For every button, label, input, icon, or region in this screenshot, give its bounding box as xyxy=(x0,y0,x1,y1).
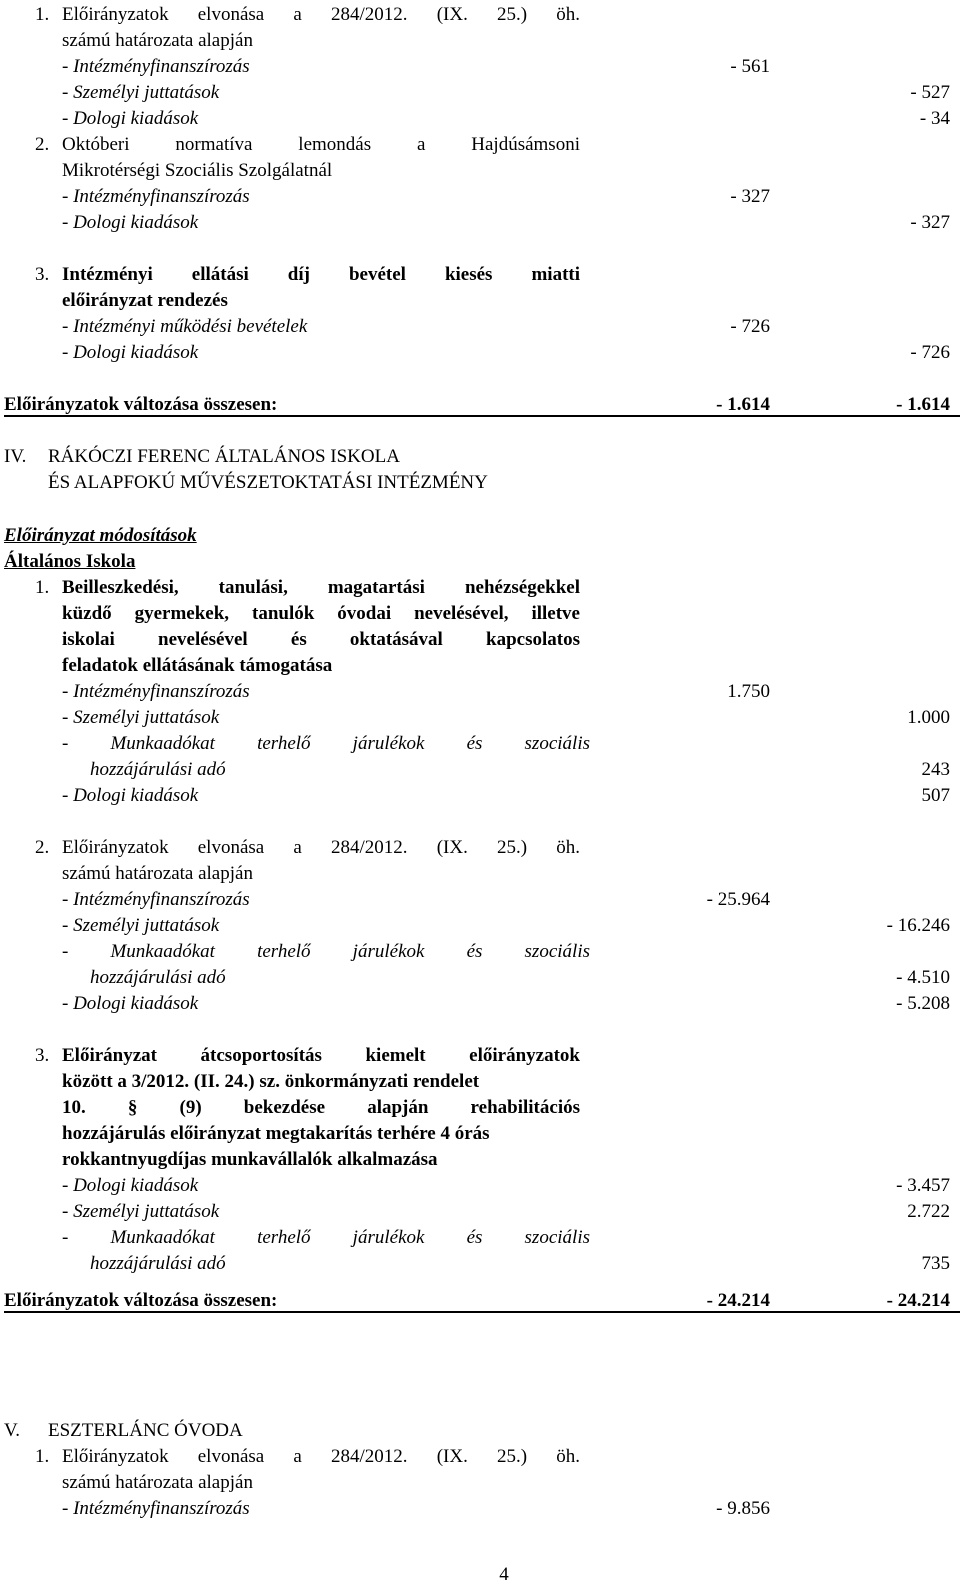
text-line xyxy=(0,783,960,809)
text-line xyxy=(0,1470,960,1496)
amount-column-1: 1.750 xyxy=(727,681,770,702)
text-line xyxy=(0,28,960,54)
amount-column-2: 507 xyxy=(921,785,950,806)
text-line xyxy=(0,1418,960,1444)
line-text: - Dologi kiadások xyxy=(62,212,199,233)
line-text: Előirányzatok elvonása a 284/2012. (IX. 25.) öh. xyxy=(62,4,580,25)
text-line xyxy=(0,262,960,288)
amount-column-1: - 25.964 xyxy=(706,889,770,910)
line-text: - Intézményfinanszírozás xyxy=(62,1498,250,1519)
text-line xyxy=(0,158,960,184)
text-line xyxy=(0,80,960,106)
line-text: Előirányzatok elvonása a 284/2012. (IX. 25.) öh. xyxy=(62,1446,580,1467)
line-text: - Intézményfinanszírozás xyxy=(62,186,250,207)
line-text: Előirányzat módosítások xyxy=(4,525,197,546)
line-text: számú határozata alapján xyxy=(62,1472,253,1493)
amount-column-2: - 4.510 xyxy=(896,967,950,988)
amount-column-2: - 527 xyxy=(910,82,950,103)
line-text: számú határozata alapján xyxy=(62,30,253,51)
text-line xyxy=(0,132,960,158)
text-line xyxy=(0,1496,960,1522)
line-text: - Intézményfinanszírozás xyxy=(62,681,250,702)
text-line xyxy=(0,575,960,601)
text-line xyxy=(0,913,960,939)
text-line xyxy=(0,470,960,496)
amount-column-2: 735 xyxy=(921,1253,950,1274)
line-text: Előirányzatok változása összesen: xyxy=(4,1290,278,1311)
line-text: 1. xyxy=(35,577,50,598)
line-text: hozzájárulási adó xyxy=(90,1253,226,1274)
line-text: - Intézményi működési bevételek xyxy=(62,316,308,337)
text-line xyxy=(0,861,960,887)
text-line xyxy=(0,106,960,132)
line-text: Mikrotérségi Szociális Szolgálatnál xyxy=(62,160,333,181)
line-text: - Munkaadókat terhelő járulékok és szociális xyxy=(62,941,590,962)
line-text: 2. xyxy=(35,837,50,858)
text-line xyxy=(0,965,960,991)
line-text: - Intézményfinanszírozás xyxy=(62,889,250,910)
line-text: feladatok ellátásának támogatása xyxy=(62,655,333,676)
line-text: Előirányzatok elvonása a 284/2012. (IX. 25.) öh. xyxy=(62,837,580,858)
line-text: IV. xyxy=(4,446,27,467)
text-line xyxy=(0,939,960,965)
text-line xyxy=(0,991,960,1017)
line-text: - Munkaadókat terhelő járulékok és szociális xyxy=(62,733,590,754)
amount-column-2: - 327 xyxy=(910,212,950,233)
text-line xyxy=(0,340,960,366)
text-line xyxy=(0,184,960,210)
amount-column-2: 1.000 xyxy=(907,707,950,728)
amount-column-1: - 9.856 xyxy=(716,1498,770,1519)
text-line xyxy=(0,757,960,783)
text-line xyxy=(0,1043,960,1069)
line-text: hozzájárulási adó xyxy=(90,759,226,780)
text-line xyxy=(0,444,960,470)
text-line xyxy=(0,1095,960,1121)
amount-column-2: 243 xyxy=(921,759,950,780)
text-line xyxy=(0,288,960,314)
text-line xyxy=(0,653,960,679)
line-text: Előirányzatok változása összesen: xyxy=(4,394,278,415)
amount-column-2: - 726 xyxy=(910,342,950,363)
text-line xyxy=(0,679,960,705)
amount-column-1: - 1.614 xyxy=(716,394,770,415)
line-text: előirányzat rendezés xyxy=(62,290,228,311)
line-text: - Dologi kiadások xyxy=(62,342,199,363)
text-line xyxy=(0,835,960,861)
line-text: - Intézményfinanszírozás xyxy=(62,56,250,77)
amount-column-1: - 561 xyxy=(730,56,770,77)
text-line xyxy=(0,1121,960,1147)
line-text: küzdő gyermekek, tanulók óvodai nevelésével, illetve xyxy=(62,603,580,624)
text-line xyxy=(0,314,960,340)
text-line xyxy=(0,1199,960,1225)
line-text: Októberi normatíva lemondás a Hajdúsámsoni xyxy=(62,134,580,155)
text-line xyxy=(0,1225,960,1251)
text-line xyxy=(0,1147,960,1173)
text-line xyxy=(0,627,960,653)
line-text: V. xyxy=(4,1420,21,1441)
text-line xyxy=(0,54,960,80)
line-text: Előirányzat átcsoportosítás kiemelt előirányzatok xyxy=(62,1045,580,1066)
total-underline xyxy=(4,415,960,417)
line-text: 2. xyxy=(35,134,50,155)
page-number: 4 xyxy=(499,1564,509,1585)
text-line xyxy=(0,2,960,28)
amount-column-1: - 327 xyxy=(730,186,770,207)
text-line xyxy=(0,549,960,575)
text-line xyxy=(0,601,960,627)
text-line xyxy=(0,705,960,731)
line-text: között a 3/2012. (II. 24.) sz. önkormányzati rendelet xyxy=(62,1071,480,1092)
line-text: - Személyi juttatások xyxy=(62,82,220,103)
line-text: 3. xyxy=(35,264,50,285)
line-text: - Dologi kiadások xyxy=(62,108,199,129)
line-text: hozzájárulás előirányzat megtakarítás terhére 4 órás xyxy=(62,1123,490,1144)
amount-column-2: - 24.214 xyxy=(886,1290,950,1311)
amount-column-2: - 16.246 xyxy=(886,915,950,936)
text-line xyxy=(0,210,960,236)
text-line xyxy=(0,523,960,549)
text-line xyxy=(0,731,960,757)
amount-column-2: - 3.457 xyxy=(896,1175,950,1196)
text-line xyxy=(0,1173,960,1199)
line-text: 1. xyxy=(35,1446,50,1467)
total-underline xyxy=(4,1311,960,1313)
line-text: ÉS ALAPFOKÚ MŰVÉSZETOKTATÁSI INTÉZMÉNY xyxy=(48,472,488,493)
line-text: - Dologi kiadások xyxy=(62,1175,199,1196)
text-line xyxy=(0,1069,960,1095)
amount-column-2: - 1.614 xyxy=(896,394,950,415)
line-text: 10. § (9) bekezdése alapján rehabilitációs xyxy=(62,1097,580,1118)
line-text: Intézményi ellátási díj bevétel kiesés miatti xyxy=(62,264,580,285)
line-text: - Munkaadókat terhelő járulékok és szociális xyxy=(62,1227,590,1248)
line-text: iskolai nevelésével és oktatásával kapcsolatos xyxy=(62,629,580,650)
amount-column-2: - 34 xyxy=(919,108,950,129)
amount-column-2: - 5.208 xyxy=(896,993,950,1014)
line-text: - Személyi juttatások xyxy=(62,707,220,728)
line-text: - Személyi juttatások xyxy=(62,1201,220,1222)
text-line xyxy=(0,1251,960,1277)
amount-column-1: - 726 xyxy=(730,316,770,337)
line-text: ESZTERLÁNC ÓVODA xyxy=(48,1420,243,1441)
amount-column-2: 2.722 xyxy=(907,1201,950,1222)
line-text: - Dologi kiadások xyxy=(62,785,199,806)
line-text: Általános Iskola xyxy=(4,551,136,572)
line-text: 1. xyxy=(35,4,50,25)
text-line xyxy=(0,887,960,913)
line-text: Beilleszkedési, tanulási, magatartási nehézségekkel xyxy=(62,577,580,598)
line-text: számú határozata alapján xyxy=(62,863,253,884)
line-text: RÁKÓCZI FERENC ÁLTALÁNOS ISKOLA xyxy=(48,446,400,467)
text-line xyxy=(0,1444,960,1470)
line-text: 3. xyxy=(35,1045,50,1066)
line-text: - Dologi kiadások xyxy=(62,993,199,1014)
line-text: rokkantnyugdíjas munkavállalók alkalmazása xyxy=(62,1149,438,1170)
amount-column-1: - 24.214 xyxy=(706,1290,770,1311)
line-text: - Személyi juttatások xyxy=(62,915,220,936)
line-text: hozzájárulási adó xyxy=(90,967,226,988)
